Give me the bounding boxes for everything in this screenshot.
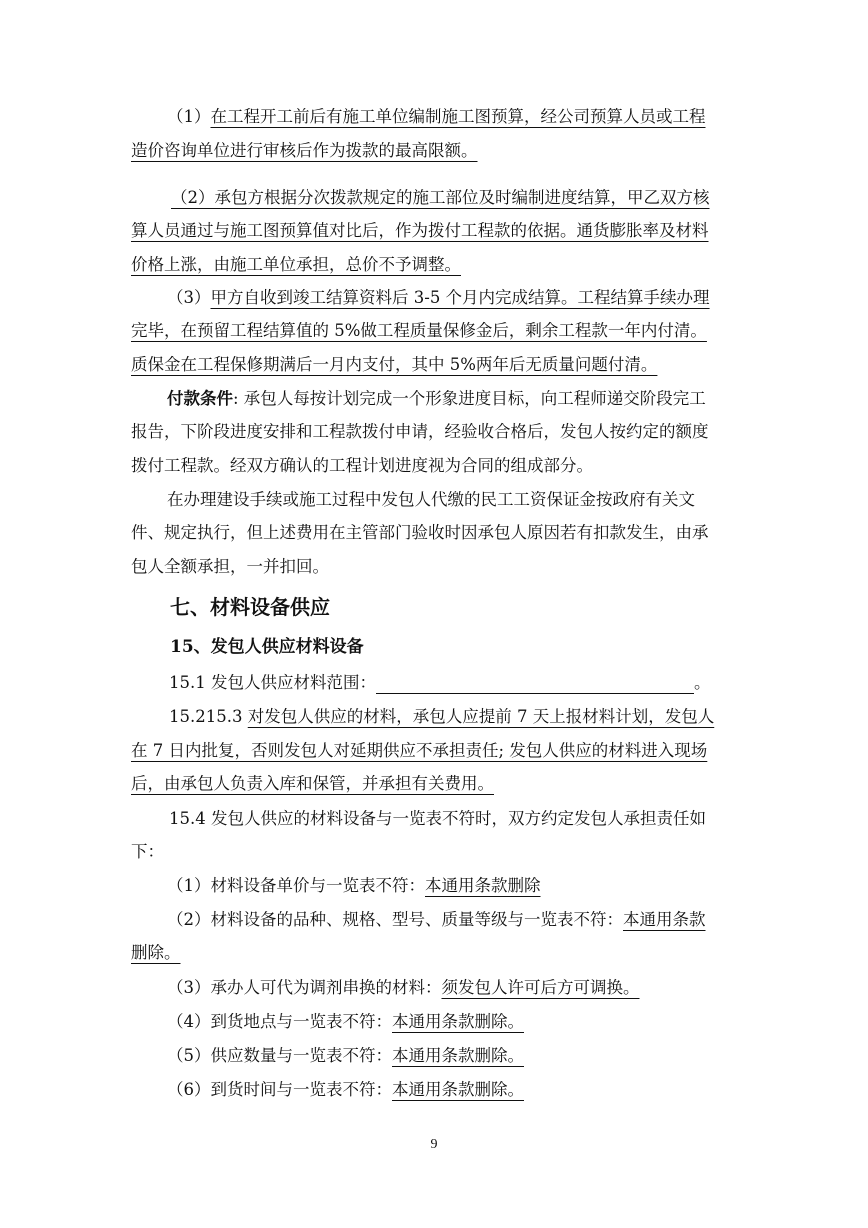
payment-line-2: 报告，下阶段进度安排和工程款拨付申请，经验收合格后，发包人按约定的额度	[131, 422, 709, 441]
clause-15-1: 15.1 发包人供应材料范围： 。	[169, 673, 711, 692]
clause-15-3-line-2: 在 7 日内批复，否则发包人对延期供应不承担责任; 发包人供应的材料进入现场	[131, 741, 708, 760]
page-number: 9	[430, 1137, 438, 1152]
section-15-heading: 15、发包人供应材料设备	[170, 637, 364, 657]
item-1: （1）材料设备单价与一览表不符：本通用条款删除	[167, 876, 541, 895]
clause-3-line-1: （3）甲方自收到竣工结算资料后 3-5 个月内完成结算。工程结算手续办理	[167, 288, 710, 307]
clause-15-3-line-3: 后，由承包人负责入库和保管，并承担有关费用。	[131, 774, 494, 793]
item-2-line-2: 删除。	[131, 943, 181, 962]
section-7-heading: 七、材料设备供应	[170, 595, 330, 619]
item-5: （5）供应数量与一览表不符：本通用条款删除。	[167, 1046, 524, 1065]
clause-2-line-2: 算人员通过与施工图预算值对比后，作为拨付工程款的依据。通货膨胀率及材料	[131, 221, 709, 240]
wage-line-1: 在办理建设手续或施工过程中发包人代缴的民工工资保证金按政府有关文	[167, 490, 695, 509]
wage-line-2: 件、规定执行，但上述费用在主管部门验收时因承包人原因若有扣款发生，由承	[131, 523, 709, 542]
clause-15-3-line-1: 15.215.3 对发包人供应的材料，承包人应提前 7 天上报材料计划，发包人	[169, 707, 715, 726]
payment-line-3: 拨付工程款。经双方确认的工程计划进度视为合同的组成部分。	[131, 456, 593, 475]
clause-2-line-1: （2）承包方根据分次拨款规定的施工部位及时编制进度结算，甲乙双方核	[171, 188, 710, 207]
clause-2-line-3: 价格上涨，由施工单位承担，总价不予调整。	[131, 255, 461, 274]
blank-fill-line	[376, 673, 694, 694]
payment-line-1: 付款条件: 承包人每按计划完成一个形象进度目标，向工程师递交阶段完工	[167, 389, 706, 408]
payment-label: 付款条件	[167, 389, 233, 408]
clause-15-4-line-2: 下：	[131, 842, 164, 861]
item-4: （4）到货地点与一览表不符：本通用条款删除。	[167, 1012, 524, 1031]
item-3: （3）承办人可代为调剂串换的材料：须发包人许可后方可调换。	[167, 978, 640, 997]
clause-1-line-1: （1）在工程开工前后有施工单位编制施工图预算，经公司预算人员或工程	[167, 107, 706, 126]
item-6: （6）到货时间与一览表不符：本通用条款删除。	[167, 1080, 524, 1099]
item-2-line-1: （2）材料设备的品种、规格、型号、质量等级与一览表不符：本通用条款	[167, 910, 706, 929]
clause-1-line-2: 造价咨询单位进行审核后作为拨款的最高限额。	[131, 141, 478, 160]
wage-line-3: 包人全额承担，一并扣回。	[131, 557, 329, 576]
clause-15-4-line-1: 15.4 发包人供应的材料设备与一览表不符时，双方约定发包人承担责任如	[169, 809, 706, 828]
clause-3-line-2: 完毕，在预留工程结算值的 5%做工程质量保修金后，剩余工程款一年内付清。	[131, 321, 707, 340]
clause-3-line-3: 质保金在工程保修期满后一月内支付，其中 5%两年后无质量问题付清。	[131, 355, 658, 374]
